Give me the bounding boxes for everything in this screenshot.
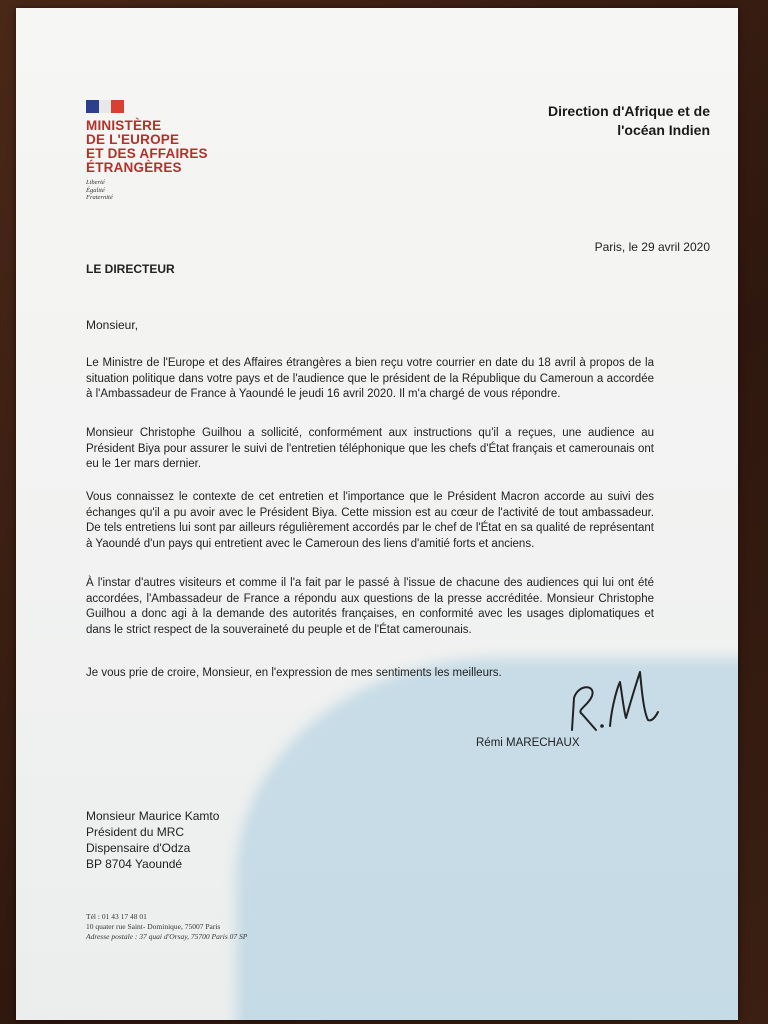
sender-title: LE DIRECTEUR (86, 262, 175, 276)
motto-line: Liberté (86, 179, 105, 186)
recipient-line: BP 8704 Yaoundé (86, 857, 183, 871)
ministry-name-line: DE L'EUROPE (86, 132, 180, 147)
recipient-line: Dispensaire d'Odza (86, 841, 191, 855)
salutation: Monsieur, (86, 318, 139, 332)
body-paragraph: Vous connaissez le contexte de cet entretien et l'importance que le Président Macron accorde au suivi des échanges qu'il a pu avoir avec le Président Biya. Cette mission est au cœur de l'activité de tout ambassadeur. De tels entretiens lui sont par ailleurs régulièrement accordés par le chef de l'État en sa qualité de représentant à Yaoundé d'un pays qui entretient avec le Cameroun des liens d'amitié forts et anciens. (86, 491, 654, 550)
direction-line: Direction d'Afrique et de (547, 103, 710, 119)
body-paragraph: À l'instar d'autres visiteurs et comme il l'a fait par le passé à l'issue de chacune des audiences qui lui ont été accordées, l'Ambassadeur de France a répondu aux questions de la presse accréditée. Monsieur Christophe Guilhou a donc agi à la demande des autorités françaises, en conformité avec les usages diplomatiques et dans le strict respect de la souveraineté du peuple et de l'État camerounais. (86, 577, 654, 636)
handwritten-signature (552, 664, 662, 732)
shadow-overlay (236, 658, 738, 1020)
recipient-line: Monsieur Maurice Kamto (86, 809, 220, 823)
body-paragraph: Le Ministre de l'Europe et des Affaires étrangères a bien reçu votre courrier en date du 18 avril à propos de la situation politique dans votre pays et de l'audience que le président de la République du Cameroun a accordée à l'Ambassadeur de France à Yaoundé le jeudi 16 avril 2020. Il m'a chargé de vous répondre. (86, 357, 654, 400)
direction-line: l'océan Indien (617, 122, 710, 138)
footer-address: 10 quater rue Saint- Dominique, 75007 Paris (86, 922, 221, 931)
direction-heading (548, 102, 710, 140)
ministry-name-line: ET DES AFFAIRES (86, 146, 208, 161)
letter-date: Paris, le 29 avril 2020 (594, 240, 710, 254)
closing-formula: Je vous prie de croire, Monsieur, en l'expression de mes sentiments les meilleurs. (86, 667, 502, 679)
signatory-name: Rémi MARECHAUX (476, 737, 580, 749)
motto-line: Égalité (86, 186, 105, 194)
marianne-flag-icon (86, 100, 124, 113)
ministry-name-line: ÉTRANGÈRES (86, 160, 182, 175)
recipient-line: Président du MRC (86, 825, 185, 839)
body-paragraph: Monsieur Christophe Guilhou a sollicité, conformément aux instructions qu'il a reçues, une audience au Président Biya pour assurer le suivi de l'entretien téléphonique que les chefs d'État français et camerounais ont eu le 1er mars dernier. (86, 427, 654, 470)
republic-motto (86, 179, 208, 202)
footer-contact (86, 912, 247, 942)
recipient-address (86, 808, 219, 872)
footer-phone: Tél : 01 43 17 48 01 (86, 912, 147, 921)
ministry-name-line: MINISTÈRE (86, 118, 162, 133)
motto-line: Fraternité (86, 194, 113, 201)
ministry-logo (86, 100, 208, 202)
footer-postal-address: Adresse postale : 37 quai d'Orsay, 75700 Paris 07 SP (86, 932, 248, 941)
